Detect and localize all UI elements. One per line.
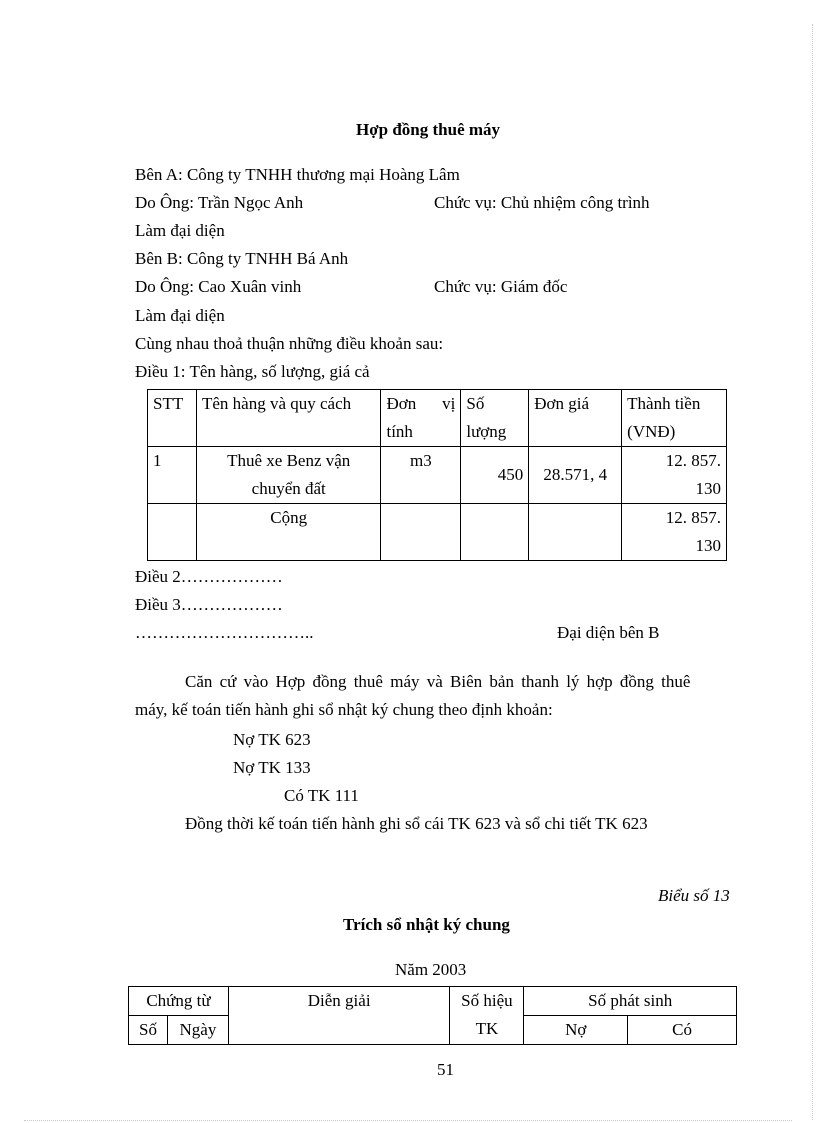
total-qty — [461, 504, 529, 561]
total-stt — [148, 504, 197, 561]
header-amount — [622, 390, 727, 447]
entry-debit-623: Nợ TK 623 — [233, 730, 311, 749]
header-stt: STT — [148, 390, 197, 447]
article-1: Điều 1: Tên hàng, số lượng, giá cả — [135, 362, 370, 381]
header-unit — [381, 390, 461, 447]
row-amount-line1: 12. 857. — [665, 451, 721, 470]
total-label: Cộng — [196, 504, 381, 561]
row-unit: m3 — [381, 447, 461, 504]
party-b-role: Làm đại diện — [135, 306, 225, 325]
body-paragraph-line2: máy, kế toán tiến hành ghi sổ nhật ký chung theo định khoản: — [135, 700, 553, 719]
journal-header-row-1 — [129, 987, 737, 1016]
row-name-line2: chuyển đất — [251, 479, 326, 498]
journal-year: Năm 2003 — [395, 960, 467, 979]
header-amount-line1: Thành tiền — [627, 394, 701, 413]
signature-dots: ………………………….. — [135, 623, 314, 642]
total-amount — [622, 504, 727, 561]
party-b-rep: Do Ông: Cao Xuân vinh — [135, 277, 302, 296]
entry-credit-111: Có TK 111 — [284, 786, 359, 805]
page-border-right — [812, 24, 813, 1120]
header-price: Đơn giá — [529, 390, 622, 447]
header-voucher: Chứng từ — [129, 987, 229, 1016]
header-number: Số — [129, 1016, 168, 1045]
agreement-text: Cùng nhau thoả thuận những điều khoản sau: — [135, 334, 444, 353]
page-title: Hợp đồng thuê máy — [356, 120, 501, 139]
article-2: Điều 2……………… — [135, 567, 283, 586]
journal-title: Trích sổ nhật ký chung — [343, 915, 510, 934]
header-qty-line2: lượng — [466, 422, 507, 441]
entry-debit-133: Nợ TK 133 — [233, 758, 311, 777]
row-qty: 450 — [461, 447, 529, 504]
header-unit-word2: vị — [442, 394, 456, 413]
header-qty — [461, 390, 529, 447]
header-account — [450, 987, 524, 1045]
journal-table — [128, 986, 737, 1045]
table-row — [148, 447, 727, 504]
page-number: 51 — [437, 1060, 454, 1079]
party-a-position: Chức vụ: Chủ nhiệm công trình — [434, 193, 650, 212]
header-debit: Nợ — [524, 1016, 628, 1045]
header-name: Tên hàng và quy cách — [196, 390, 381, 447]
party-b: Bên B: Công ty TNHH Bá Anh — [135, 249, 349, 268]
body-paragraph-2: Đồng thời kế toán tiến hành ghi sổ cái TK 623 và sổ chi tiết TK 623 — [185, 814, 648, 833]
header-account-line1: Số hiệu — [461, 991, 513, 1010]
party-b-position: Chức vụ: Giám đốc — [434, 277, 568, 296]
total-amount-line1: 12. 857. — [665, 508, 721, 527]
table-total-row — [148, 504, 727, 561]
row-name-line1: Thuê xe Benz vận — [227, 451, 351, 470]
party-a-rep: Do Ông: Trần Ngọc Anh — [135, 193, 304, 212]
article-3: Điều 3……………… — [135, 595, 283, 614]
party-a-role: Làm đại diện — [135, 221, 225, 240]
table-header-row — [148, 390, 727, 447]
journal-label: Biểu số 13 — [658, 886, 730, 905]
header-qty-line1: Số — [466, 394, 485, 413]
header-unit-word1: Đơn — [386, 394, 417, 413]
row-price: 28.571, 4 — [529, 447, 622, 504]
header-amount-line2: (VNĐ) — [627, 422, 676, 441]
header-account-line2: TK — [475, 1019, 499, 1038]
total-unit — [381, 504, 461, 561]
header-date: Ngày — [167, 1016, 228, 1045]
total-price — [529, 504, 622, 561]
header-unit-line2: tính — [386, 422, 413, 441]
header-amounts: Số phát sinh — [524, 987, 737, 1016]
total-amount-line2: 130 — [695, 536, 721, 555]
row-stt: 1 — [148, 447, 197, 504]
row-amount — [622, 447, 727, 504]
signature-party-b: Đại diện bên B — [557, 623, 660, 642]
goods-table — [147, 389, 727, 561]
body-paragraph-line1: Căn cứ vào Hợp đồng thuê máy và Biên bản thanh lý hợp đồng thuê — [185, 672, 691, 691]
party-a: Bên A: Công ty TNHH thương mại Hoàng Lâm — [135, 165, 460, 184]
row-name — [196, 447, 381, 504]
row-amount-line2: 130 — [695, 479, 721, 498]
header-description: Diễn giải — [228, 987, 450, 1045]
page-border-bottom — [24, 1120, 792, 1121]
header-credit: Có — [628, 1016, 737, 1045]
